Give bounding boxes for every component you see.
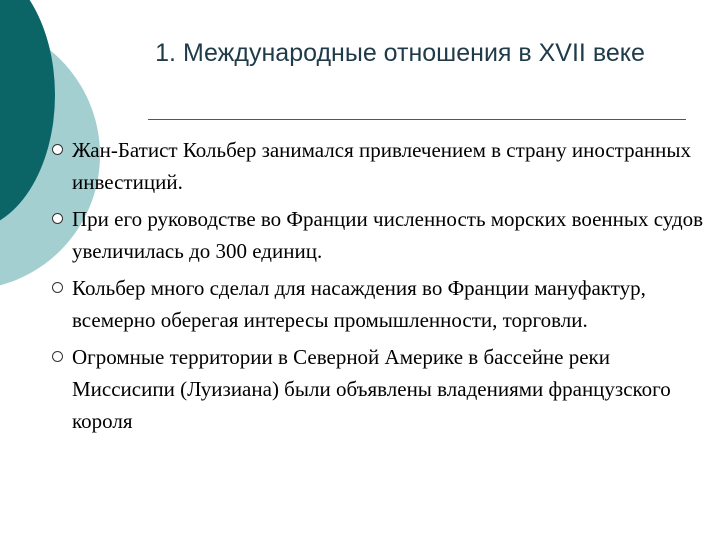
bullet-circle-icon [52, 282, 63, 293]
bullet-circle-icon [52, 351, 63, 362]
slide-title: 1. Международные отношения в XVII веке [155, 39, 645, 67]
title-divider [148, 119, 686, 120]
bullet-item [50, 272, 705, 336]
bullet-text: Кольбер много сделал для насаждения во Франции мануфактур, всемерно оберегая интересы промышленности, торговли. [72, 276, 646, 332]
bullet-item [50, 134, 705, 198]
bullet-item [50, 203, 705, 267]
bullet-circle-icon [52, 144, 63, 155]
bullet-list [50, 134, 705, 442]
bullet-text: При его руководстве во Франции численность морских военных судов увеличилась до 300 единиц. [72, 207, 704, 263]
bullet-text: Огромные территории в Северной Америке в бассейне реки Миссисипи (Луизиана) были объявлены владениями французского короля [72, 345, 671, 433]
bullet-circle-icon [52, 213, 63, 224]
bullet-item [50, 341, 705, 437]
bullet-text: Жан-Батист Кольбер занимался привлечением в страну иностранных инвестиций. [72, 138, 692, 194]
